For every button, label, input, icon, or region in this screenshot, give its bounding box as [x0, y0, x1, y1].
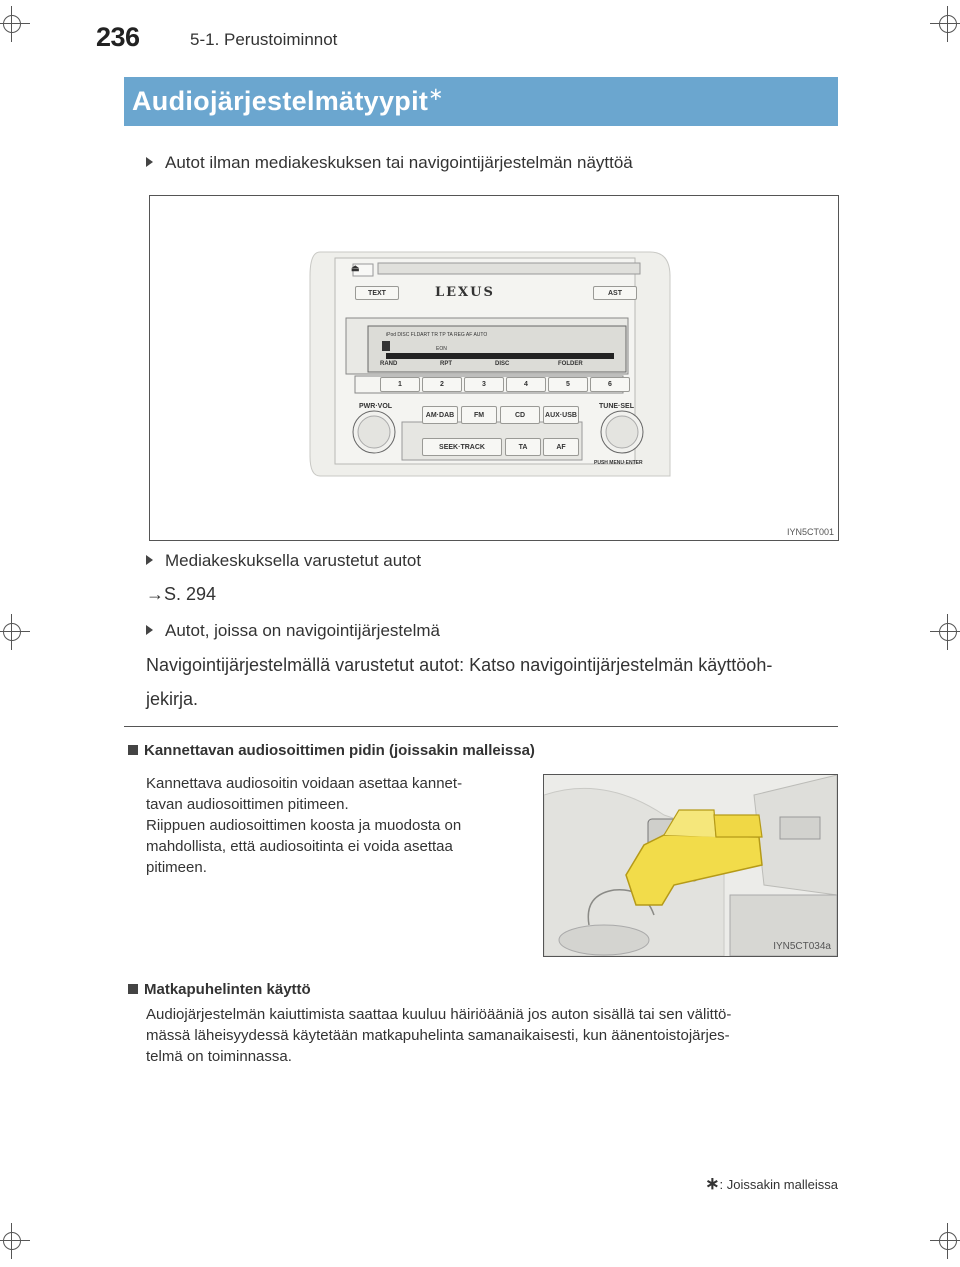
phones-heading-text: Matkapuhelinten käyttö: [144, 981, 311, 998]
page-number: 236: [96, 22, 140, 52]
bullet-text: Autot, joissa on navigointijärjestelmä: [165, 621, 440, 640]
square-bullet-icon: [128, 745, 138, 755]
crop-mark: [936, 620, 960, 644]
figure-id: IYN5CT034a: [773, 941, 831, 952]
af-button[interactable]: AF: [543, 438, 579, 456]
phones-line: Audiojärjestelmän kaiuttimista saattaa kuuluu häiriöääniä jos auton sisällä tai sen välittö-: [146, 1006, 732, 1023]
figure-id: IYN5CT001: [786, 527, 834, 537]
crop-mark: [936, 1229, 960, 1253]
push-menu-enter-label: PUSH MENU·ENTER: [594, 460, 643, 466]
divider: [124, 726, 838, 727]
display-eon: EON: [436, 346, 447, 352]
eject-icon[interactable]: ⏏: [351, 263, 360, 273]
display-rpt: RPT: [440, 361, 452, 367]
square-bullet-icon: [128, 984, 138, 994]
page-reference: →S. 294: [146, 584, 217, 604]
crop-mark: [0, 1229, 24, 1253]
holder-figure: [543, 774, 838, 957]
preset-button-2[interactable]: 2: [422, 377, 462, 392]
ta-button[interactable]: TA: [505, 438, 541, 456]
holder-line: mahdollista, että audiosoitinta ei voida asettaa: [146, 838, 453, 855]
bullet-text: Autot ilman mediakeskuksen tai navigointijärjestelmän näyttöä: [165, 153, 633, 172]
holder-line: Riippuen audiosoittimen koosta ja muodosta on: [146, 817, 462, 834]
holder-heading-text: Kannettavan audiosoittimen pidin (joissakin malleissa): [144, 742, 535, 759]
bullet-navigation: [146, 621, 440, 641]
phones-line: mässä läheisyydessä käytetään matkapuhelinta samanaikaisesti, kun äänentoistojärjes-: [146, 1027, 730, 1044]
tune-sel-label: TUNE·SEL: [599, 403, 634, 410]
radio-panel-illustration: [150, 196, 838, 540]
bullet-no-display: [146, 153, 633, 173]
crop-mark: [936, 12, 960, 36]
bullet-media-center: [146, 551, 421, 571]
holder-description: [146, 773, 518, 878]
aux-usb-button[interactable]: AUX·USB: [543, 406, 579, 424]
holder-heading: [128, 742, 535, 759]
preset-button-5[interactable]: 5: [548, 377, 588, 392]
section-title: 5-1. Perustoiminnot: [190, 30, 338, 49]
triangle-bullet-icon: [146, 555, 153, 565]
fm-button[interactable]: FM: [461, 406, 497, 424]
navigation-note-line2: jekirja.: [146, 689, 199, 709]
crop-mark: [0, 620, 24, 644]
preset-button-4[interactable]: 4: [506, 377, 546, 392]
lexus-logo: LEXUS: [435, 285, 495, 300]
display-disc: DISC: [495, 361, 510, 367]
navigation-note-line1: Navigointijärjestelmällä varustetut autot: Katso navigointijärjestelmän käyttöoh-: [146, 655, 773, 675]
seek-track-button[interactable]: SEEK·TRACK: [422, 438, 502, 456]
radio-figure: [149, 195, 839, 541]
page-title-text: Audiojärjestelmätyypit: [132, 86, 429, 116]
display-folder: FOLDER: [558, 361, 583, 367]
display-rand: RAND: [380, 361, 398, 367]
text-button[interactable]: TEXT: [355, 286, 399, 300]
preset-button-1[interactable]: 1: [380, 377, 420, 392]
footnote: [705, 1174, 838, 1194]
crop-mark: [0, 12, 24, 36]
preset-button-6[interactable]: 6: [590, 377, 630, 392]
holder-line: tavan audiosoittimen pitimeen.: [146, 796, 349, 813]
phones-line: telmä on toiminnassa.: [146, 1048, 292, 1065]
pwr-vol-label: PWR·VOL: [359, 403, 393, 410]
display-indicators: iPod DISC FLDART TR TP TA REG AF AUTO: [386, 332, 488, 338]
am-dab-button[interactable]: AM·DAB: [422, 406, 458, 424]
phones-heading: [128, 981, 311, 998]
triangle-bullet-icon: [146, 157, 153, 167]
phones-description: [146, 1004, 838, 1067]
footnote-text: : Joissakin malleissa: [719, 1177, 838, 1192]
ast-button[interactable]: AST: [593, 286, 637, 300]
triangle-bullet-icon: [146, 625, 153, 635]
bullet-text: Mediakeskuksella varustetut autot: [165, 551, 422, 570]
holder-line: pitimeen.: [146, 859, 207, 876]
audio-holder-illustration: [544, 775, 837, 956]
holder-line: Kannettava audiosoitin voidaan asettaa kannet-: [146, 775, 463, 792]
cd-button[interactable]: CD: [500, 406, 540, 424]
page-title: [132, 84, 444, 117]
asterisk-mark: ∗: [428, 84, 444, 104]
asterisk-mark: ∗: [705, 1174, 720, 1193]
preset-button-3[interactable]: 3: [464, 377, 504, 392]
